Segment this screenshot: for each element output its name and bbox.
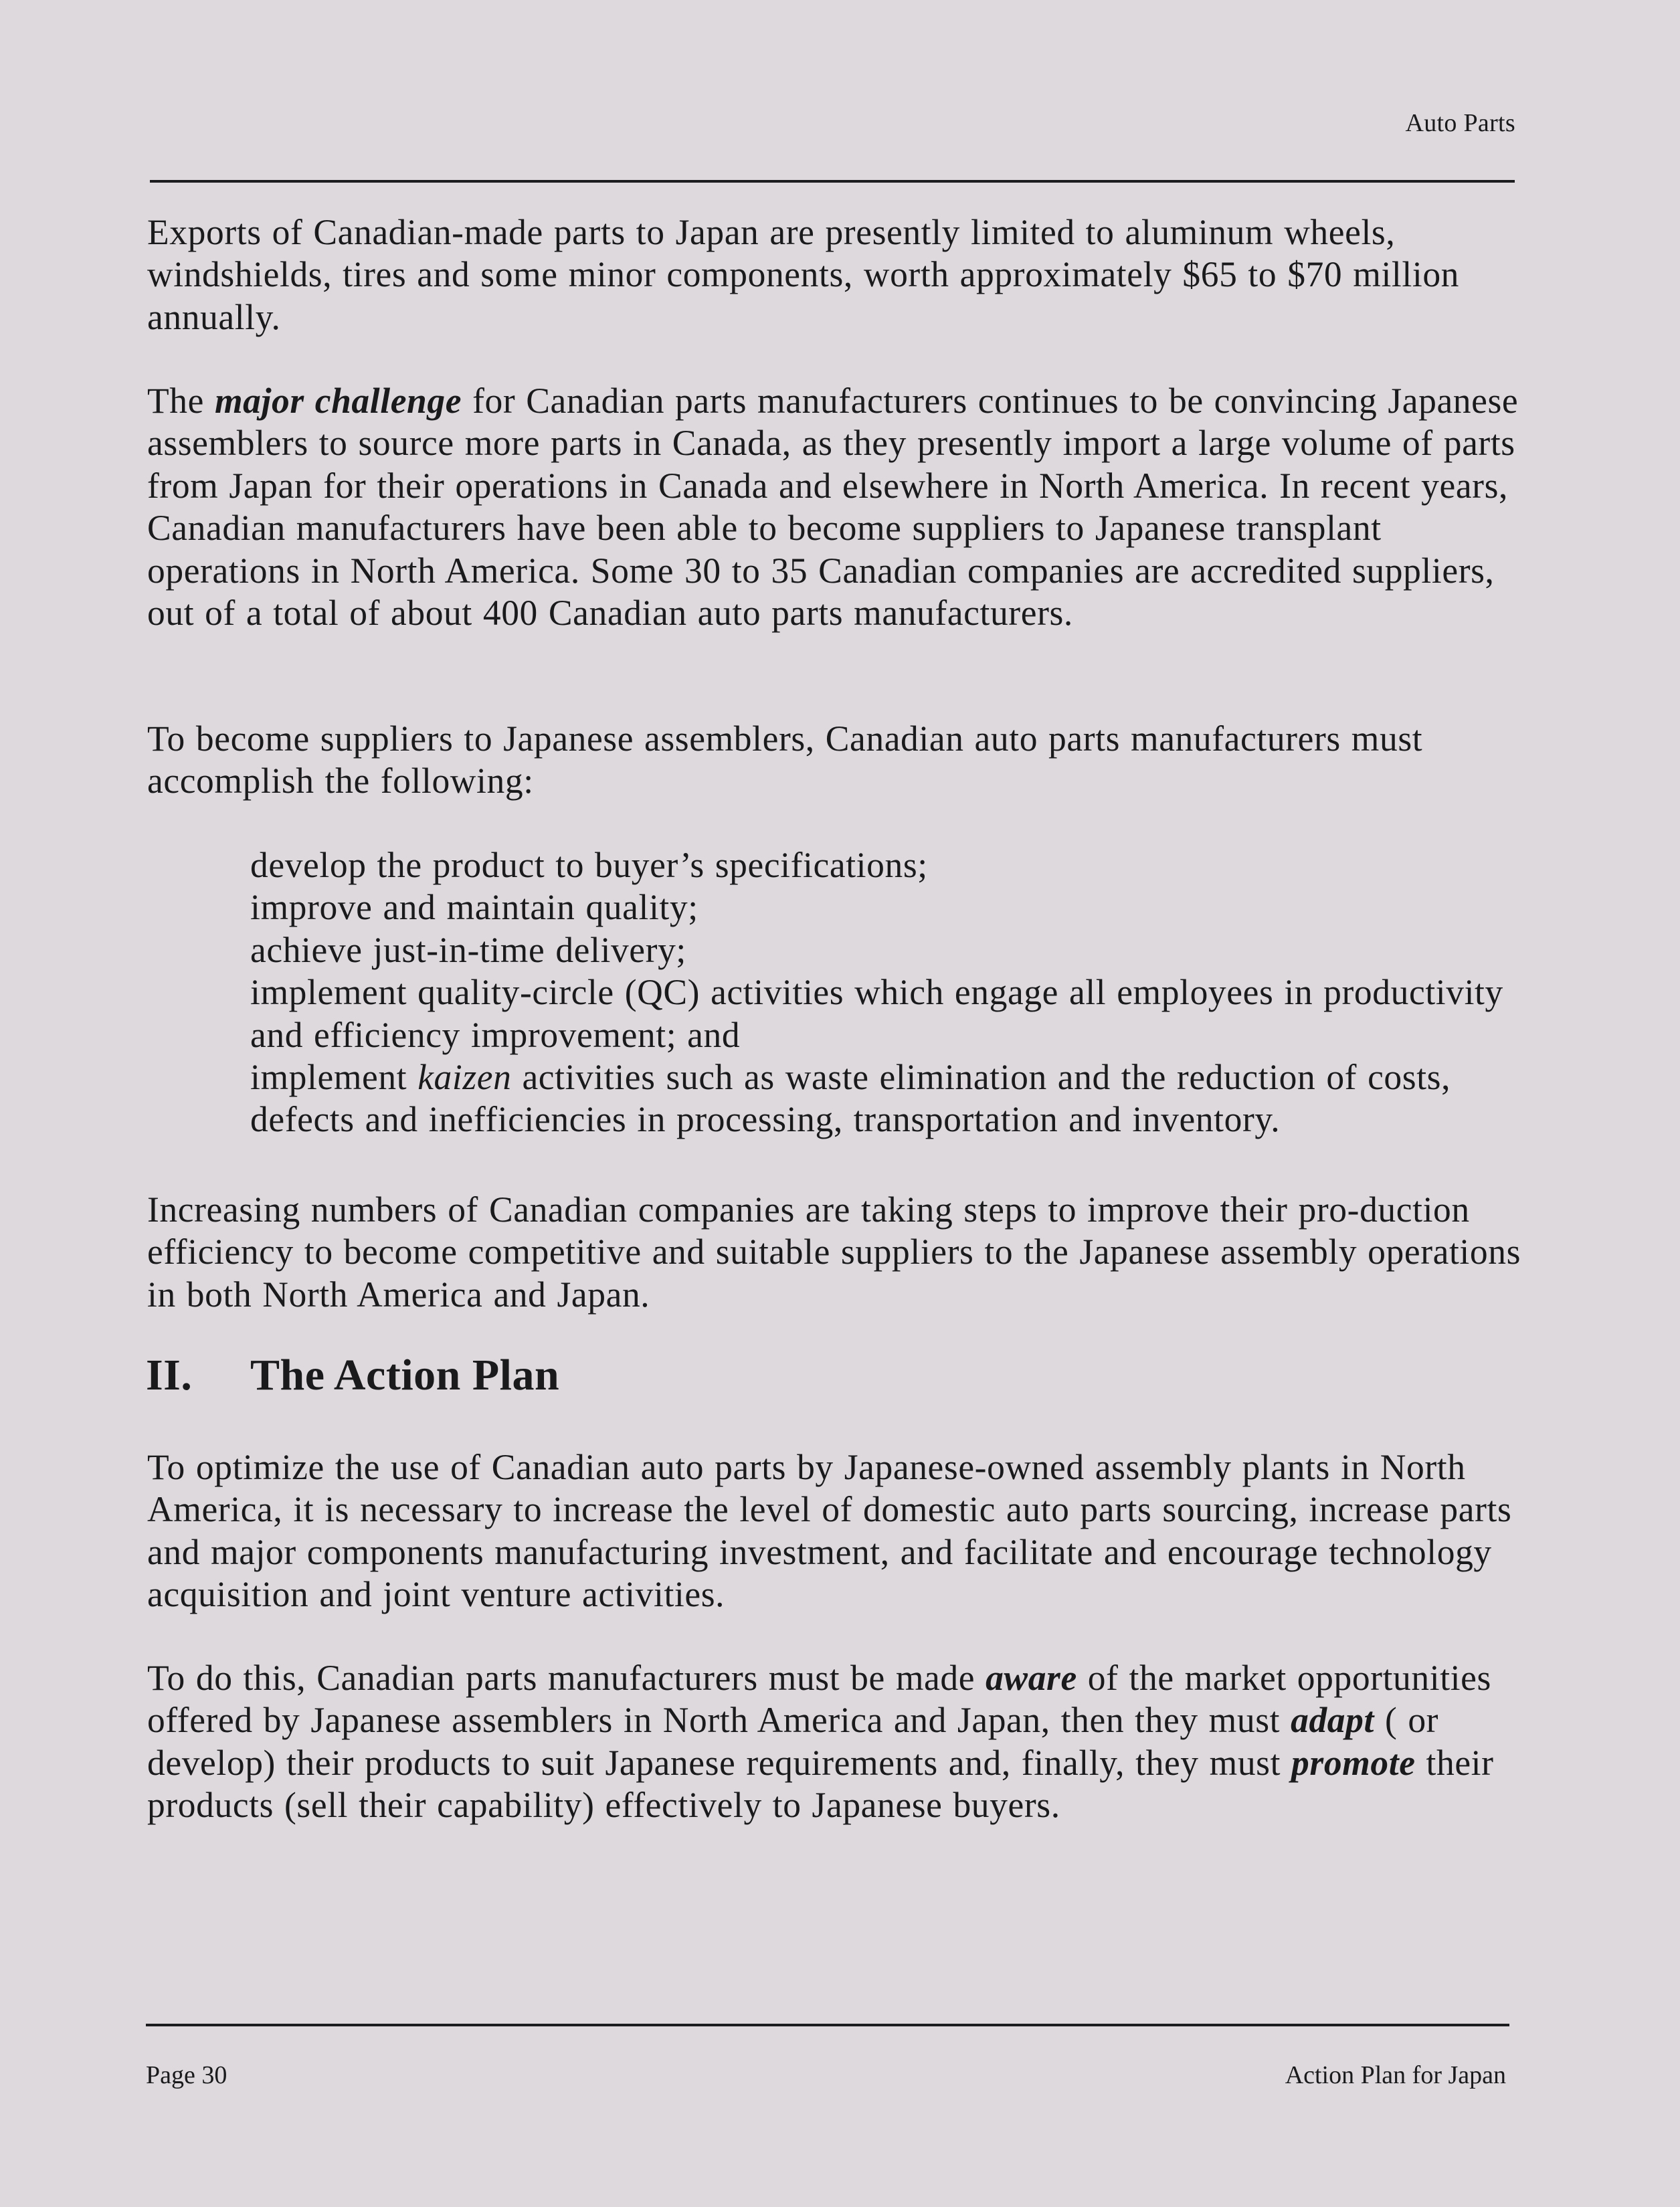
list-item [250, 1056, 1521, 1141]
paragraph-increasing-numbers-text: Increasing numbers of Canadian companies are taking steps to improve their pro-duction efficiency to become competitive and suitable suppliers to the Japanese assembly operations in both North America and Japan. [147, 1189, 1521, 1315]
paragraph-text: The [147, 381, 215, 421]
list-item-text: activities such as waste elimination and the reduction of costs, defects and inefficiencies in processing, transportation and inventory. [250, 1057, 1451, 1140]
emphasis-major-challenge: major challenge [214, 381, 462, 421]
paragraph-increasing-numbers [147, 1189, 1525, 1316]
list-item: achieve just-in-time delivery; [250, 929, 686, 970]
paragraph-exports [147, 211, 1525, 339]
paragraph-become-suppliers [147, 718, 1525, 803]
list-item: implement quality-circle (QC) activities which engage all employees in productivity and efficiency improvement; and [250, 972, 1503, 1055]
list-item-text: implement [250, 1057, 418, 1098]
paragraph-optimize [147, 1446, 1525, 1616]
paragraph-become-suppliers-text: To become suppliers to Japanese assemblers, Canadian auto parts manufacturers must accomplish the following: [147, 718, 1423, 801]
footer-rule [146, 2024, 1509, 2026]
paragraph-optimize-text: To optimize the use of Canadian auto parts by Japanese-owned assembly plants in North America, it is necessary to increase the level of domestic auto parts sourcing, increase parts and major components manufacturing investment, and facilitate and encourage technology acquisition and joint venture activities. [147, 1447, 1512, 1615]
paragraph-exports-text: Exports of Canadian-made parts to Japan are presently limited to aluminum wheels, windshields, tires and some minor components, worth approximately $65 to $70 million annually. [147, 212, 1460, 337]
running-header: Auto Parts [1405, 109, 1515, 137]
paragraph-aware-adapt-promote [147, 1657, 1525, 1827]
emphasis-adapt: adapt [1291, 1700, 1374, 1741]
paragraph-text: for Canadian parts manufacturers continues to be convincing Japanese assemblers to source more parts in Canada, as they presently import a large volume of parts from Japan for their operations in Canada and elsewhere in North America. In recent years, Canadian manufacturers have been able to become suppliers to Japanese transplant operations in North America. Some 30 to 35 Canadian companies are accredited suppliers, out of a total of about 400 Canadian auto parts manufacturers. [147, 381, 1519, 634]
section-number: II. [146, 1351, 193, 1400]
requirements-list [250, 844, 1521, 1141]
page-number: Page 30 [146, 2061, 227, 2089]
section-heading [146, 1350, 559, 1401]
paragraph-text: their products (sell their capability) effectively to Japanese buyers. [147, 1742, 1494, 1826]
paragraph-major-challenge [147, 380, 1525, 634]
list-item: improve and maintain quality; [250, 887, 698, 928]
header-rule [150, 180, 1515, 183]
paragraph-text: ( or develop) their products to suit Japanese requirements and, finally, they must [147, 1700, 1439, 1783]
paragraph-text: of the market opportunities offered by Japanese assemblers in North America and Japan, then they must [147, 1658, 1491, 1741]
emphasis-aware: aware [986, 1658, 1077, 1698]
section-title: The Action Plan [250, 1351, 560, 1400]
paragraph-text: To do this, Canadian parts manufacturers must be made [147, 1658, 986, 1698]
emphasis-promote: promote [1291, 1742, 1416, 1783]
footer-document-title: Action Plan for Japan [1285, 2061, 1506, 2089]
emphasis-kaizen: kaizen [417, 1057, 512, 1098]
list-item: develop the product to buyer’s specifications; [250, 845, 928, 885]
